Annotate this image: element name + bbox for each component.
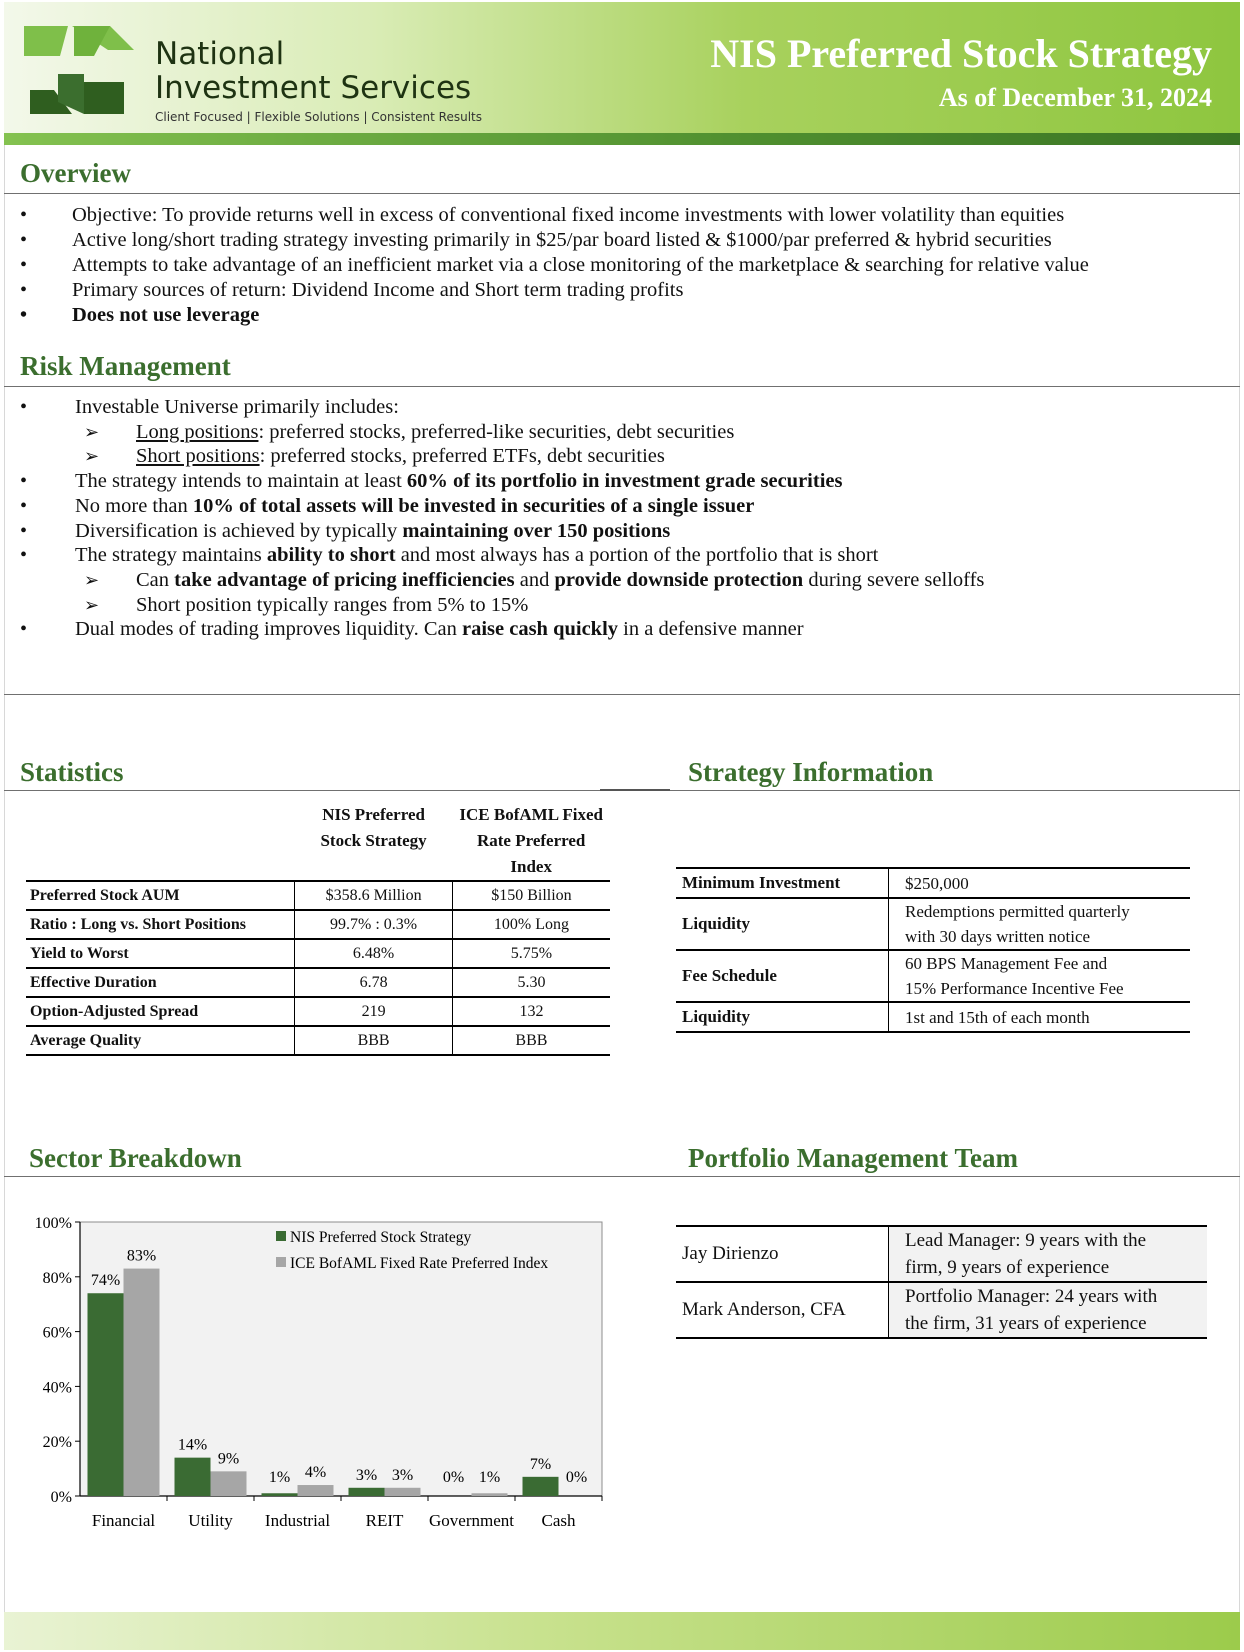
footer-banner: [4, 1612, 1240, 1650]
header-band: [4, 133, 1240, 145]
overview-rule: [4, 193, 1240, 194]
table-row: Mark Anderson, CFA Portfolio Manager: 24 years with the firm, 31 years of experience: [676, 1282, 1207, 1338]
legend-label: ICE BofAML Fixed Rate Preferred Index: [290, 1255, 549, 1272]
risk-heading: Risk Management: [20, 351, 231, 381]
risk-list: [0, 395, 984, 642]
risk-rule: [4, 386, 1240, 387]
risk-bullet: • The strategy intends to maintain at least 60% of its portfolio in investment grade securities: [0, 469, 984, 494]
x-tick-label: Industrial: [264, 1511, 331, 1530]
y-tick-label: 60%: [42, 1324, 72, 1342]
strategy-info-table: [676, 867, 1190, 1033]
bar: [349, 1488, 385, 1496]
x-tick-label: Government: [429, 1511, 514, 1530]
data-label: 74%: [90, 1272, 121, 1290]
legend-swatch: [276, 1231, 286, 1241]
table-row: Ratio : Long vs. Short Positions 99.7% : 0.3% 100% Long: [26, 910, 610, 939]
overview-bullet: • Objective: To provide returns well in excess of conventional fixed income investments with lower volatility than equities: [0, 203, 1089, 228]
risk-bullet: • The strategy maintains ability to short and most always has a portion of the portfolio that is short: [0, 543, 984, 568]
data-label: 83%: [126, 1247, 157, 1265]
overview-list: [0, 203, 1089, 328]
risk-bullet: • Dual modes of trading improves liquidity. Can raise cash quickly in a defensive manner: [0, 617, 984, 642]
y-tick-label: 20%: [42, 1434, 72, 1452]
company-tagline: Client Focused | Flexible Solutions | Consistent Results: [155, 110, 483, 124]
team-heading: Portfolio Management Team: [688, 1143, 1018, 1173]
table-row: Yield to Worst 6.48% 5.75%: [26, 939, 610, 968]
overview-bullet: • Attempts to take advantage of an inefficient market via a close monitoring of the marketplace & searching for relative value: [0, 253, 1089, 278]
bar: [298, 1485, 334, 1496]
overview-bullet: • Primary sources of return: Dividend Income and Short term trading profits: [0, 278, 1089, 303]
company-name-line1: National: [155, 36, 285, 72]
company-name-line2: Investment Services: [155, 70, 472, 106]
strategy-info-rule: [670, 790, 1240, 791]
risk-sub-bullet: ➢ Short positions: preferred stocks, preferred ETFs, debt securities: [0, 444, 984, 469]
data-label: 7%: [529, 1455, 552, 1473]
company-logo-icon: [24, 22, 140, 126]
overview-bullet: • Active long/short trading strategy investing primarily in $25/par board listed & $1000/par preferred & hybrid securities: [0, 228, 1089, 253]
bar: [124, 1269, 160, 1496]
data-label: 0%: [565, 1469, 588, 1486]
statistics-heading: Statistics: [20, 757, 124, 787]
statistics-table: [26, 802, 610, 1056]
document-date: As of December 31, 2024: [938, 83, 1212, 112]
data-label: 3%: [355, 1466, 378, 1484]
sector-rule: [4, 1176, 1240, 1177]
table-row: Jay Dirienzo Lead Manager: 9 years with the firm, 9 years of experience: [676, 1226, 1207, 1282]
statistics-rule: [4, 790, 600, 791]
bar: [472, 1493, 508, 1496]
strategy-info-heading: Strategy Information: [688, 757, 934, 787]
table-row: Effective Duration 6.78 5.30: [26, 968, 610, 997]
x-tick-label: Financial: [91, 1511, 156, 1530]
x-tick-label: Cash: [541, 1511, 576, 1530]
document-title: NIS Preferred Stock Strategy: [710, 31, 1212, 76]
legend-swatch: [276, 1257, 286, 1267]
table-row: Minimum Investment $250,000: [676, 868, 1190, 898]
x-tick-label: REIT: [365, 1511, 404, 1530]
bar: [175, 1458, 211, 1496]
table-row: Average Quality BBB BBB: [26, 1026, 610, 1055]
sector-heading: Sector Breakdown: [29, 1143, 242, 1173]
y-tick-label: 40%: [42, 1379, 72, 1397]
bar: [211, 1471, 247, 1496]
risk-bullet: • No more than 10% of total assets will be invested in securities of a single issuer: [0, 494, 984, 519]
sector-chart: [14, 1200, 614, 1540]
data-label: 9%: [217, 1450, 240, 1468]
team-table: [676, 1225, 1207, 1339]
data-label: 0%: [442, 1469, 465, 1486]
data-label: 4%: [304, 1464, 327, 1482]
data-label: 1%: [478, 1469, 501, 1486]
table-row: Preferred Stock AUM $358.6 Million $150 Billion: [26, 881, 610, 910]
y-tick-label: 0%: [50, 1489, 72, 1506]
risk-bullet: • Diversification is achieved by typically maintaining over 150 positions: [0, 519, 984, 544]
risk-bullet: • Investable Universe primarily includes:: [0, 395, 984, 420]
x-tick-label: Utility: [188, 1511, 233, 1530]
statistics-rule-accent: [600, 789, 670, 791]
table-row: Liquidity Redemptions permitted quarterly with 30 days written notice: [676, 898, 1190, 950]
risk-sub-bullet: ➢ Long positions: preferred stocks, preferred-like securities, debt securities: [0, 420, 984, 445]
overview-bullet: • Does not use leverage: [0, 303, 1089, 328]
table-row: Option-Adjusted Spread 219 132: [26, 997, 610, 1026]
data-label: 14%: [177, 1436, 208, 1454]
table-row: Fee Schedule 60 BPS Management Fee and 15% Performance Incentive Fee: [676, 950, 1190, 1002]
bar: [385, 1488, 421, 1496]
data-label: 1%: [268, 1469, 291, 1486]
bar: [523, 1477, 559, 1496]
statistics-col-nis: NIS Preferred Stock Strategy: [320, 805, 427, 850]
overview-heading: Overview: [20, 158, 131, 188]
risk-bottom-rule: [4, 694, 1240, 695]
y-tick-label: 100%: [34, 1215, 72, 1232]
risk-sub-bullet: ➢ Can take advantage of pricing inefficiencies and provide downside protection during severe selloffs: [0, 568, 984, 593]
bar: [262, 1493, 298, 1496]
risk-sub-bullet: ➢ Short position typically ranges from 5% to 15%: [0, 593, 984, 618]
legend-label: NIS Preferred Stock Strategy: [290, 1229, 472, 1246]
y-tick-label: 80%: [42, 1269, 72, 1287]
statistics-col-index: ICE BofAML Fixed Rate Preferred Index: [459, 805, 603, 876]
data-label: 3%: [391, 1466, 414, 1484]
table-row: Liquidity 1st and 15th of each month: [676, 1002, 1190, 1032]
bar: [88, 1293, 124, 1496]
